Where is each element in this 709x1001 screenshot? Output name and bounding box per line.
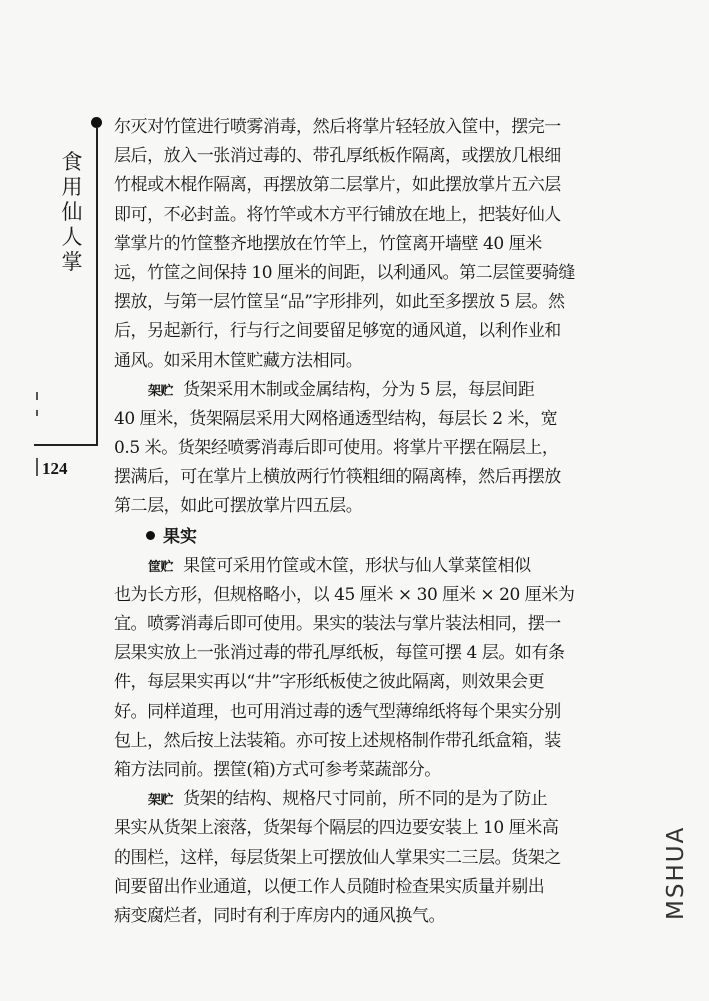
scan-mark [36, 410, 38, 416]
text-line: 件，每层果实再以“井”字形纸板使之彼此隔离，则效果会更 [114, 672, 545, 693]
text-line: 0.5 米。货架经喷雾消毒后即可使用。将掌片平摆在隔层上， [114, 438, 559, 459]
text-line: 宜。喷雾消毒后即可使用。果实的装法与掌片装法相同，摆一 [114, 614, 561, 634]
page-number: 124 [42, 459, 68, 478]
paragraph-shelf-storage [114, 376, 604, 405]
term-label: 架贮 [148, 383, 174, 399]
running-head-char: 食 [61, 150, 83, 174]
text-line: 摆放，与第一层竹筐呈“品”字形排列，如此至多摆放 5 层。然 [114, 292, 565, 313]
text-line: 掌掌片的竹筐整齐地摆放在竹竿上，竹筐离开墙壁 40 厘米 [114, 233, 542, 254]
heading-bullet-icon [146, 531, 155, 540]
margin-bullet-icon [91, 117, 102, 128]
running-head-char: 人 [61, 225, 83, 249]
running-head [58, 150, 86, 275]
margin-horizontal-rule [34, 444, 98, 446]
text-line: 的围栏，这样，每层货架上可摆放仙人掌果实二三层。货架之 [114, 847, 561, 868]
text-line: 包上，然后按上法装箱。亦可按上述规格制作带孔纸盒箱，装 [114, 730, 561, 751]
text-line: 货架采用木制或金属结构，分为 5 层，每层间距 [183, 379, 535, 400]
text-line: 层果实放上一张消过毒的带孔厚纸板，每筐可摆 4 层。如有条 [114, 643, 565, 664]
text-line: 通风。如采用木筐贮藏方法相同。 [114, 350, 363, 371]
text-line: 果实从货架上滚落，货架每个隔层的四边要安装上 10 厘米高 [114, 818, 559, 839]
text-line: 箱方法同前。摆筐(箱)方式可参考菜蔬部分。 [114, 759, 441, 780]
text-line: 竹棍或木棍作隔离，再摆放第二层掌片，如此摆放掌片五六层 [114, 175, 561, 196]
text-line: 也为长方形，但规格略小，以 45 厘米 × 30 厘米 × 20 厘米为 [114, 584, 575, 605]
text-line: 层后，放入一张消过毒的、带孔厚纸板作隔离，或摆放几根细 [114, 146, 561, 167]
text-line: 病变腐烂者，同时有利于库房内的通风换气。 [114, 905, 445, 926]
scan-mark [36, 392, 38, 400]
term-label: 架贮 [148, 793, 174, 809]
text-line: 远，竹筐之间保持 10 厘米的间距，以利通风。第二层筐要骑缝 [114, 262, 575, 283]
running-head-char: 用 [61, 175, 83, 199]
section-heading [114, 522, 604, 552]
paragraph-basket-storage [114, 552, 604, 581]
text-line: 尔灭对竹筐进行喷雾消毒，然后将掌片轻轻放入筐中，摆完一 [114, 117, 561, 137]
term-label: 筐贮 [148, 559, 174, 575]
text-line: 第二层，如此可摆放掌片四五层。 [114, 496, 363, 517]
text-line: 果筐可采用竹筐或木筐，形状与仙人掌菜筐相似 [183, 555, 531, 576]
text-line: 即可，不必封盖。将竹竿或木方平行铺放在地上，把装好仙人 [114, 204, 561, 225]
section-heading-text: 果实 [163, 526, 197, 547]
watermark: MSHUA [663, 825, 689, 920]
text-line: 后，另起新行，行与行之间要留足够宽的通风道，以利作业和 [114, 321, 561, 342]
text-line: 40 厘米，货架隔层采用大网格通透型结构，每层长 2 米，宽 [114, 408, 558, 429]
body-text [114, 113, 604, 931]
running-head-char: 掌 [61, 250, 83, 274]
text-line: 摆满后，可在掌片上横放两行竹筷粗细的隔离棒，然后再摆放 [114, 467, 561, 488]
text-line: 好。同样道理，也可用消过毒的透气型薄绵纸将每个果实分别 [114, 701, 561, 722]
scan-mark [36, 458, 38, 476]
paragraph-fruit-shelf [114, 785, 604, 814]
margin-vertical-rule [96, 128, 98, 445]
text-line: 间要留出作业通道，以便工作人员随时检查果实质量并剔出 [114, 876, 545, 897]
running-head-char: 仙 [61, 200, 83, 224]
text-line: 货架的结构、规格尺寸同前，所不同的是为了防止 [183, 789, 548, 810]
